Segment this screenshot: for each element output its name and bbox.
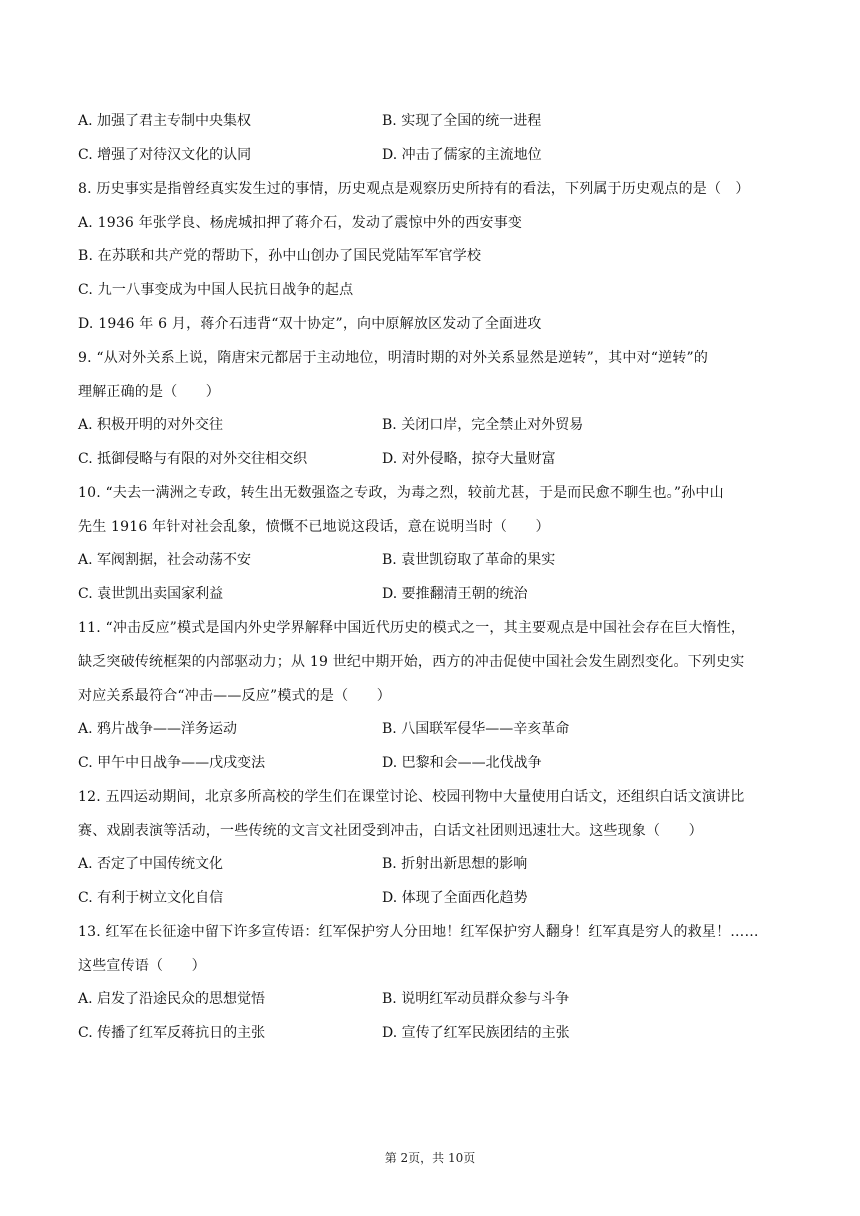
q8-option-a: A. 1936 年张学良、杨虎城扣押了蒋介石，发动了震惊中外的西安事变: [78, 215, 523, 231]
q9-option-b: B. 关闭口岸，完全禁止对外贸易: [382, 417, 584, 433]
q12-option-b: B. 折射出新思想的影响: [382, 856, 528, 872]
q12-option-c: C. 有利于树立文化自信: [78, 890, 224, 906]
q10-option-d: D. 要推翻清王朝的统治: [382, 586, 528, 602]
q9-option-a: A. 积极开明的对外交往: [78, 417, 224, 433]
q10-option-c: C. 袁世凯出卖国家利益: [78, 586, 224, 602]
q9-stem-line1: 9. “从对外关系上说，隋唐宋元都居于主动地位，明清时期的对外关系显然是逆转”，其中对“逆转”的: [78, 350, 709, 366]
q11-option-c: C. 甲午中日战争——戊戌变法: [78, 755, 266, 771]
q11-option-a: A. 鸦片战争——洋务运动: [78, 721, 238, 737]
q8-option-c: C. 九一八事变成为中国人民抗日战争的起点: [78, 282, 354, 298]
page-number-footer: 第 2页，共 10页: [384, 1151, 476, 1165]
q12-option-d: D. 体现了全面西化趋势: [382, 890, 528, 906]
q10-option-a: A. 军阀割据，社会动荡不安: [78, 552, 252, 568]
q10-stem-line1: 10. “夫去一满洲之专政，转生出无数强盗之专政，为毒之烈，较前尤甚，于是而民愈不聊生也。”孙中山: [78, 485, 724, 501]
q13-stem-line2: 这些宣传语（ ）: [78, 958, 206, 974]
q13-option-c: C. 传播了红军反蒋抗日的主张: [78, 1025, 266, 1041]
q12-stem-line2: 赛、戏剧表演等活动，一些传统的文言文社团受到冲击，白话文社团则迅速壮大。这些现象（ ）: [78, 823, 703, 839]
q11-option-b: B. 八国联军侵华——辛亥革命: [382, 721, 570, 737]
q8-stem: 8. 历史事实是指曾经真实发生过的事情，历史观点是观察历史所持有的看法，下列属于历史观点的是（ ）: [78, 181, 750, 197]
q13-option-b: B. 说明红军动员群众参与斗争: [382, 991, 570, 1007]
q11-stem-line1: 11. “冲击反应”模式是国内外史学界解释中国近代历史的模式之一，其主要观点是中国社会存在巨大惰性，: [78, 620, 746, 636]
q7-option-d: D. 冲击了儒家的主流地位: [382, 147, 542, 163]
q12-stem-line1: 12. 五四运动期间，北京多所高校的学生们在课堂讨论、校园刊物中大量使用白话文，还组织白话文演讲比: [78, 789, 745, 805]
q9-option-d: D. 对外侵略，掠夺大量财富: [382, 451, 556, 467]
q7-option-b: B. 实现了全国的统一进程: [382, 113, 542, 129]
q8-option-b: B. 在苏联和共产党的帮助下，孙中山创办了国民党陆军军官学校: [78, 248, 482, 264]
q11-option-d: D. 巴黎和会——北伐战争: [382, 755, 542, 771]
q7-option-a: A. 加强了君主专制中央集权: [78, 113, 252, 129]
q7-option-c: C. 增强了对待汉文化的认同: [78, 147, 252, 163]
q10-stem-line2: 先生 1916 年针对社会乱象，愤慨不已地说这段话，意在说明当时（ ）: [78, 519, 550, 535]
q13-option-d: D. 宣传了红军民族团结的主张: [382, 1025, 570, 1041]
q9-stem-line2: 理解正确的是（ ）: [78, 384, 220, 400]
q12-option-a: A. 否定了中国传统文化: [78, 856, 224, 872]
q8-option-d: D. 1946 年 6 月，蒋介石违背“双十协定”，向中原解放区发动了全面进攻: [78, 316, 542, 332]
q9-option-c: C. 抵御侵略与有限的对外交往相交织: [78, 451, 308, 467]
q13-stem-line1: 13. 红军在长征途中留下许多宣传语：红军保护穷人分田地！红军保护穷人翻身！红军真是穷人的救星！……: [78, 924, 759, 940]
q11-stem-line2: 缺乏突破传统框架的内部驱动力；从 19 世纪中期开始，西方的冲击促使中国社会发生剧烈变化。下列史实: [78, 654, 745, 670]
q11-stem-line3: 对应关系最符合“冲击——反应”模式的是（ ）: [78, 688, 391, 704]
q13-option-a: A. 启发了沿途民众的思想觉悟: [78, 991, 266, 1007]
q10-option-b: B. 袁世凯窃取了革命的果实: [382, 552, 556, 568]
